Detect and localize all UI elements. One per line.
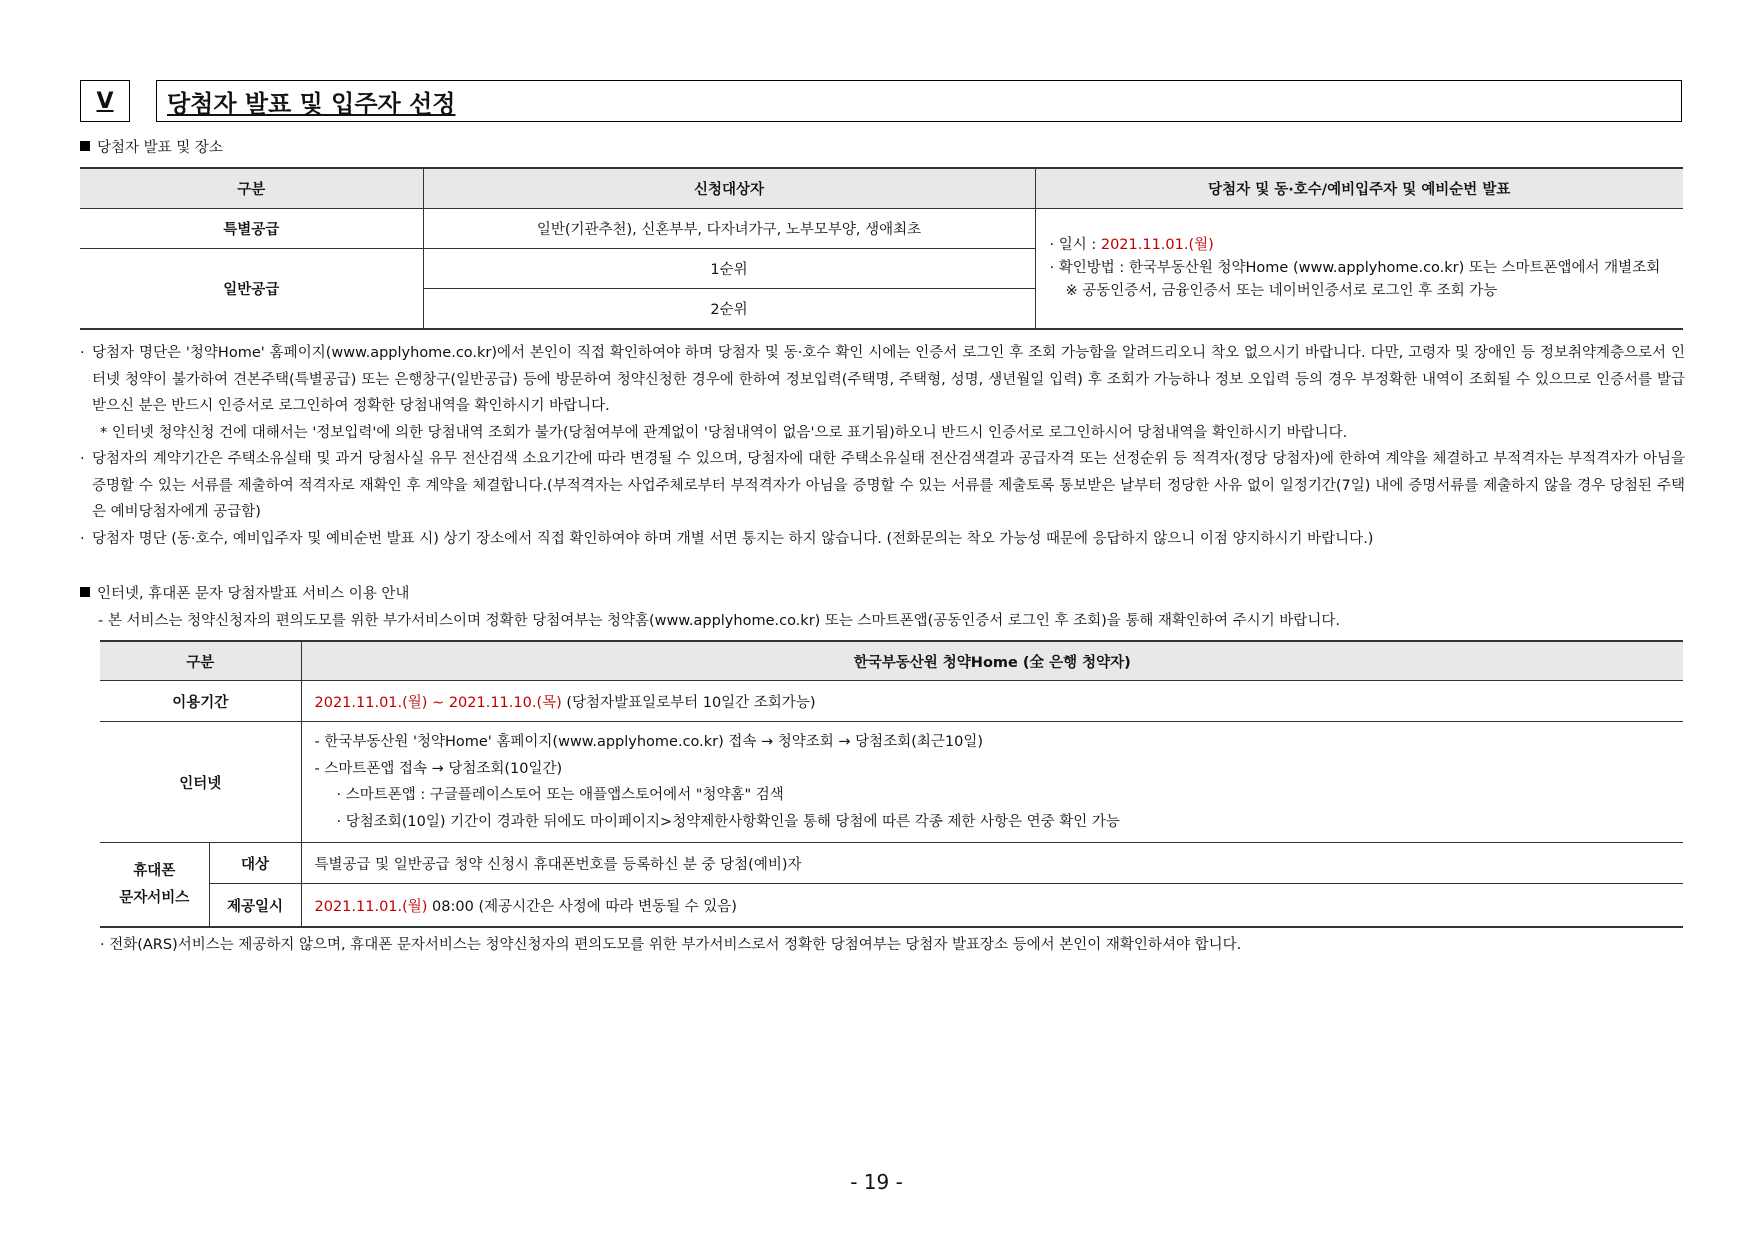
note-2: · 당첨자의 계약기간은 주택소유실태 및 과거 당첨사실 유무 전산검색 소요기간에 따라 변경될 수 있으며, 당첨자에 대한 주택소유실태 전산검색결과 공급자격 또는 선정순위 등 적격자(정당 당첨자)에 한하여 계약을 체결하고 부적격자는 부적격자가 아님을 증명할 수 있는 서류를 제출하여 적격자로 재확인 후 계약을 체결합니다.(부적격자는 사업주체로부터 부적격자가 아님을 증명할 수 있는 서류를 제출토록 통보받은 날부터 정당한 사유 없이 일정기간(7일) 내에 증명서류를 제출하지 않을 경우 당첨된 주택은 예비당첨자에게 공급함) [80, 451, 1685, 520]
time-value: 2021.11.01.(월) 08:00 (제공시간은 사정에 따라 변동될 수 있음) [301, 884, 1683, 928]
service-intro: - 본 서비스는 청약신청자의 편의도모를 위한 부가서비스이며 정확한 당첨여부는 청약홈(www.applyhome.co.kr) 또는 스마트폰앱(공동인증서 로그인 후 조회)을 통해 재확인하여 주시기 바랍니다. [98, 613, 1340, 629]
internet-details [301, 722, 1683, 843]
general-supply-label: 일반공급 [80, 249, 423, 330]
service-footnote: · 전화(ARS)서비스는 제공하지 않으며, 휴대폰 문자서비스는 청약신청자의 편의도모를 위한 부가서비스로서 정확한 당첨여부는 당첨자 발표장소 등에서 본인이 재확인하셔야 합니다. [100, 937, 1242, 953]
target-value: 특별공급 및 일반공급 청약 신청시 휴대폰번호를 등록하신 분 중 당첨(예비)자 [301, 843, 1683, 884]
service-header-category: 구분 [100, 641, 301, 681]
table-row [100, 884, 1683, 928]
table-header-row [100, 641, 1683, 681]
table-row [100, 722, 1683, 843]
time-label: 제공일시 [209, 884, 301, 928]
table-header-row [80, 168, 1683, 209]
mobile-label: 휴대폰 문자서비스 [100, 843, 209, 928]
header-category: 구분 [80, 168, 423, 209]
announcement-info [1035, 209, 1683, 330]
section-number: V [80, 80, 130, 122]
target-label: 대상 [209, 843, 301, 884]
period-value: 2021.11.01.(월) ~ 2021.11.10.(목) (당첨자발표일로부터 10일간 조회가능) [301, 681, 1683, 722]
special-supply-label: 특별공급 [80, 209, 423, 249]
period-label: 이용기간 [100, 681, 301, 722]
page-number: - 19 - [850, 1170, 903, 1194]
internet-line: · 당첨조회(10일) 기간이 경과한 뒤에도 마이페이지>청약제한사항확인을 통해 당첨에 따른 각종 제한 사항은 연중 확인 가능 [336, 813, 1120, 830]
special-supply-targets: 일반(기관추천), 신혼부부, 다자녀가구, 노부모부양, 생애최초 [423, 209, 1035, 249]
announce-date-value: 2021.11.01.(월) [1100, 237, 1214, 253]
section-title: 당첨자 발표 및 입주자 선정 [156, 80, 1682, 122]
internet-line: - 한국부동산원 '청약Home' 홈페이지(www.applyhome.co.kr) 접속 → 청약조회 → 당첨조회(최근10일) [314, 734, 983, 750]
internet-line: · 스마트폰앱 : 구글플레이스토어 또는 애플앱스토어에서 "청약홈" 검색 [336, 787, 784, 803]
announce-method: · 확인방법 : 한국부동산원 청약Home (www.applyhome.co.kr) 또는 스마트폰앱에서 개별조회 [1049, 260, 1661, 276]
announce-date: · 일시 : 2021.11.01.(월) [1049, 237, 1214, 253]
internet-label: 인터넷 [100, 722, 301, 843]
service-table [100, 640, 1683, 928]
service-header-provider: 한국부동산원 청약Home (全 은행 청약자) [301, 641, 1683, 681]
note-3: · 당첨자 명단 (동·호수, 예비입주자 및 예비순번 발표 시) 상기 장소에서 직접 확인하여야 하며 개별 서면 통지는 하지 않습니다. (전화문의는 착오 가능성 때문에 응답하지 않으니 이점 양지하시기 바랍니다.) [80, 530, 1374, 547]
table-row [80, 209, 1683, 249]
note-1: · 당첨자 명단은 '청약Home' 홈페이지(www.applyhome.co.kr)에서 본인이 직접 확인하여야 하며 당첨자 및 동·호수 확인 시에는 인증서 로그인 후 조회 가능함을 알려드리오니 착오 없으시기 바랍니다. 다만, 고령자 및 장애인 등 정보취약계층으로서 인터넷 청약이 불가하여 견본주택(특별공급) 또는 은행창구(일반공급) 등에 방문하여 청약신청한 경우에 한하여 정보입력(주택명, 주택형, 성명, 생년월일 입력) 후 조회가 가능하나 정보 오입력 등의 경우 부정확한 내역이 조회될 수 있으므로 인증서를 발급받으신 분은 반드시 인증서로 로그인하여 정확한 당첨내역을 확인하시기 바랍니다. [80, 345, 1685, 414]
announce-method-note: ※ 공동인증서, 금융인증서 또는 네이버인증서로 로그인 후 조회 가능 [1065, 283, 1498, 299]
square-bullet-icon [80, 587, 90, 597]
header-applicants: 신청대상자 [423, 168, 1035, 209]
announce-notes [80, 340, 1685, 552]
section-header [80, 80, 1682, 124]
internet-line: - 스마트폰앱 접속 → 당첨조회(10일간) [314, 760, 563, 777]
rank-1: 1순위 [423, 249, 1035, 289]
table-row [100, 681, 1683, 722]
note-1-sub: * 인터넷 청약신청 건에 대해서는 '정보입력'에 의한 당첨내역 조회가 불가(당첨여부에 관계없이 '당첨내역이 없음'으로 표기됨)하오니 반드시 인증서로 로그인하시어 당첨내역을 확인하시기 바랍니다. [100, 424, 1348, 441]
square-bullet-icon [80, 141, 90, 151]
announce-heading: 당첨자 발표 및 장소 [80, 136, 223, 157]
table-row [100, 843, 1683, 884]
header-announcement: 당첨자 및 동·호수/예비입주자 및 예비순번 발표 [1035, 168, 1683, 209]
rank-2: 2순위 [423, 289, 1035, 330]
service-heading: 인터넷, 휴대폰 문자 당첨자발표 서비스 이용 안내 [80, 582, 409, 603]
announce-table [80, 167, 1683, 330]
